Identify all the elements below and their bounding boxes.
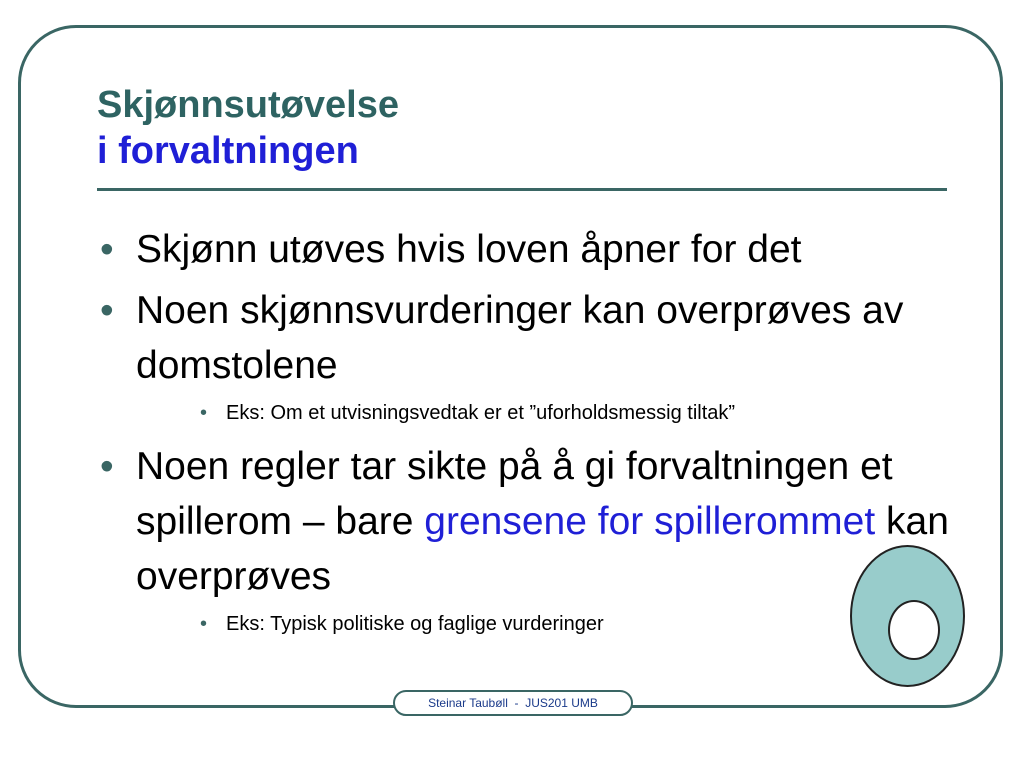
sub-bullet-text: Eks: Typisk politiske og faglige vurderinger bbox=[226, 613, 604, 635]
bullet-item bbox=[100, 283, 960, 393]
bullet-icon: • bbox=[100, 445, 114, 488]
sub-bullet-icon: • bbox=[200, 613, 208, 635]
bullet-text: Noen regler tar sikte på å gi forvaltningen et spillerom – bare bbox=[136, 445, 893, 543]
sub-bullet-text: Eks: Om et utvisningsvedtak er et ”uforholdsmessig tiltak” bbox=[226, 402, 736, 424]
bullet-icon: • bbox=[100, 228, 114, 271]
bullet-text: Noen skjønnsvurderinger kan overprøves av domstolene bbox=[136, 289, 904, 387]
bullet-item bbox=[100, 439, 960, 604]
slide-title bbox=[97, 82, 399, 174]
bullet-icon: • bbox=[100, 289, 114, 332]
decorative-ring-hole bbox=[888, 600, 940, 660]
sub-bullet-item bbox=[100, 399, 960, 427]
bullet-text-end: kan overprøves bbox=[136, 500, 949, 598]
title-line-2: i forvaltningen bbox=[97, 130, 359, 172]
bullet-list bbox=[100, 222, 960, 650]
bullet-item bbox=[100, 222, 960, 277]
bullet-text: Skjønn utøves hvis loven åpner for det bbox=[136, 228, 802, 271]
footer-label: Steinar Taubøll - JUS201 UMB bbox=[393, 690, 633, 716]
title-divider bbox=[97, 188, 947, 191]
sub-bullet-icon: • bbox=[200, 402, 208, 424]
sub-bullet-item bbox=[100, 610, 960, 638]
title-line-1: Skjønnsutøvelse bbox=[97, 84, 399, 126]
highlighted-text: grensene for spillerommet bbox=[424, 500, 876, 543]
